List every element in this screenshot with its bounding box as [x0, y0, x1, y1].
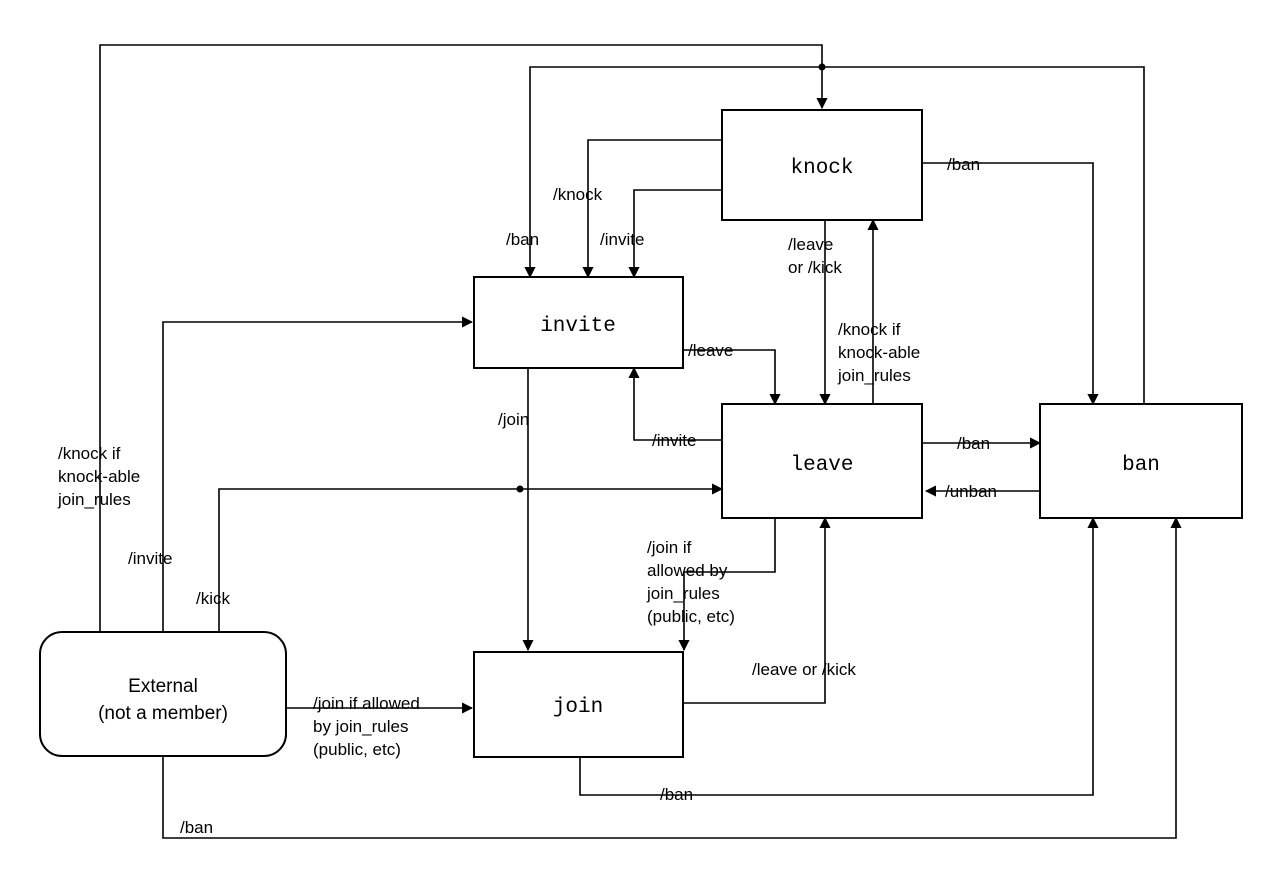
edge-label-invite-from-external: [128, 549, 172, 568]
node-external[interactable]: [40, 632, 286, 756]
edge-label-join-from-external: [313, 694, 420, 759]
svg-text:by join_rules: by join_rules: [313, 717, 409, 736]
edge-label-leave-or-kick-knock: [788, 235, 842, 277]
svg-text:/kick: /kick: [196, 589, 230, 608]
svg-text:or /kick: or /kick: [788, 258, 842, 277]
node-join[interactable]: [474, 652, 683, 757]
svg-text:/join if: /join if: [647, 538, 692, 557]
edge-label-invite-from-knock: [600, 230, 644, 249]
svg-text:/join if allowed: /join if allowed: [313, 694, 420, 713]
svg-text:allowed by: allowed by: [647, 561, 728, 580]
svg-text:/knock: /knock: [553, 185, 603, 204]
edge-label-ban-from-external: [180, 818, 213, 837]
node-knock[interactable]: [722, 110, 922, 220]
edge-label-knock-from-external: [57, 444, 140, 509]
edge-label-knock-from-leave: [837, 320, 920, 385]
edge-knock-invite-2: [634, 190, 722, 277]
svg-text:/leave or /kick: /leave or /kick: [752, 660, 856, 679]
edge-label-kick-from-external: [196, 589, 231, 608]
edge-knock-to-invite: [588, 140, 722, 277]
edge-label-unban-to-leave: [945, 482, 997, 501]
node-ban-label: ban: [1122, 454, 1160, 477]
line-hop-dot-top: [819, 64, 826, 71]
node-external-label-line2: (not a member): [98, 703, 228, 724]
node-ban[interactable]: [1040, 404, 1242, 518]
edge-label-ban-from-leave: [957, 434, 990, 453]
node-knock-label: knock: [790, 157, 854, 180]
svg-text:/leave: /leave: [688, 341, 734, 360]
svg-text:/ban: /ban: [180, 818, 214, 837]
svg-text:/invite: /invite: [128, 549, 173, 568]
node-invite-label: invite: [540, 315, 616, 338]
svg-text:/knock if: /knock if: [58, 444, 121, 463]
svg-text:knock-able: knock-able: [838, 343, 921, 362]
edge-label-ban-from-join: [660, 785, 693, 804]
node-invite[interactable]: [474, 277, 683, 368]
edge-label-leave-from-join: [752, 660, 856, 679]
svg-text:/invite: /invite: [600, 230, 645, 249]
svg-text:/leave: /leave: [788, 235, 834, 254]
node-join-label: join: [552, 696, 604, 719]
edge-leave-to-invite: [634, 368, 722, 440]
edge-label-join-from-invite: [498, 410, 529, 429]
edge-label-leave-from-invite: [688, 341, 733, 360]
svg-text:(public, etc): (public, etc): [313, 740, 401, 759]
edge-external-to-invite: [163, 322, 472, 632]
svg-text:/join: /join: [498, 410, 530, 429]
svg-text:join_rules: join_rules: [58, 490, 131, 509]
svg-text:knock-able: knock-able: [58, 467, 141, 486]
edge-label-ban-to-invite: [506, 230, 539, 249]
svg-text:join_rules: join_rules: [647, 584, 720, 603]
svg-text:/ban: /ban: [660, 785, 694, 804]
svg-text:/ban: /ban: [506, 230, 540, 249]
edge-label-join-from-leave: [646, 538, 735, 626]
edge-label-knock-to-invite: [553, 185, 603, 204]
node-leave[interactable]: [722, 404, 922, 518]
edge-knock-to-ban: [922, 163, 1093, 404]
svg-text:/unban: /unban: [945, 482, 997, 501]
svg-text:/ban: /ban: [957, 434, 991, 453]
node-external-label-line1: External: [128, 676, 198, 697]
edge-label-invite-from-leave: [652, 431, 696, 450]
svg-text:/ban: /ban: [947, 155, 981, 174]
edge-external-to-knock: [100, 45, 822, 632]
line-hop-dot-mid: [517, 486, 524, 493]
svg-text:join_rules: join_rules: [838, 366, 911, 385]
svg-text:/invite: /invite: [652, 431, 697, 450]
edge-label-ban-from-knock: [947, 155, 980, 174]
svg-text:(public, etc): (public, etc): [647, 607, 735, 626]
node-leave-label: leave: [790, 454, 854, 477]
svg-text:/knock if: /knock if: [838, 320, 901, 339]
